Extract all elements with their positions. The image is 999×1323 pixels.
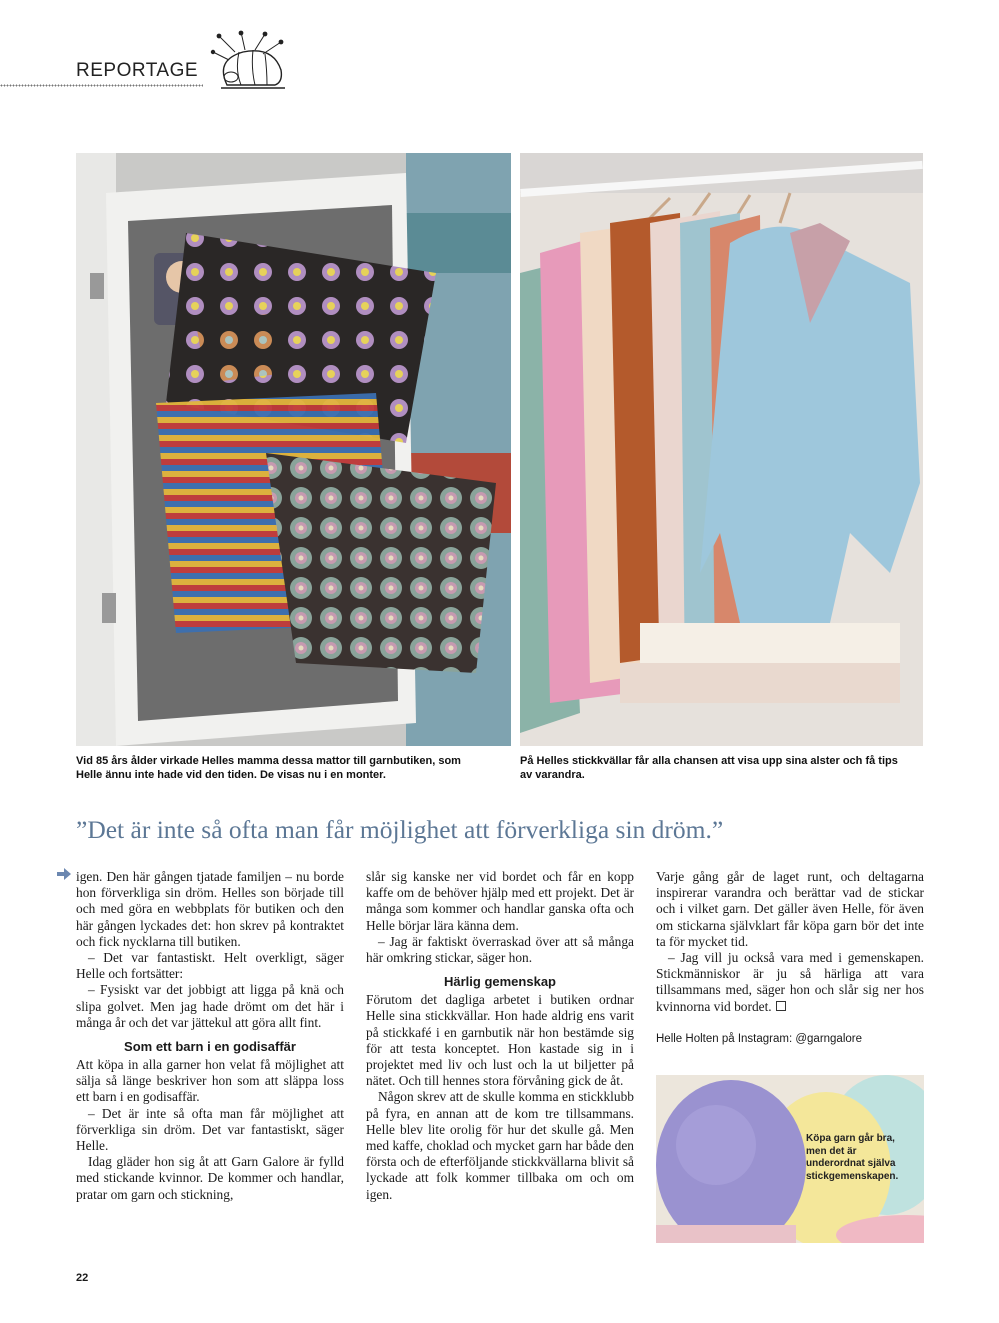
left-photo-caption: Vid 85 års ålder virkade Helles mamma dessa mattor till garnbutiken, som Helle ännu inte hade vid den tiden. De visas nu i en monter. (76, 755, 461, 781)
article-column-2 (366, 869, 634, 1203)
sweaters-photo (520, 153, 923, 746)
article-column-3 (656, 869, 924, 1047)
paragraph: Varje gång går de laget runt, och deltagarna inspirerar varandra och berättar vad de stickar och i vilket garn. Det gäller även Helle, för även om stickarna självklart får köpa garn bör det inte ta för mycket tid. (656, 869, 924, 949)
paragraph: igen. Den här gången tjatade familjen – nu borde hon förverkliga sin dröm. Helles son började till och med göra en webbplats för butiken och den här gången lyckades det: hon skrev på kontraktet och fick nycklarna till butiken. (76, 869, 344, 949)
subheading: Härlig gemenskap (444, 974, 556, 990)
paragraph: slår sig kanske ner vid bordet och får en kopp kaffe om de behöver hjälp med ett projekt. Det är många som kommer och handlar ganska ofta och Helle börjar lära känna dem. (366, 869, 634, 933)
crochet-blankets-photo (76, 153, 511, 746)
continuation-arrow-icon (56, 866, 72, 882)
pull-quote: ”Det är inte så ofta man får möjlighet att förverkliga sin dröm.” (76, 815, 724, 844)
paragraph: Förutom det dagliga arbetet i butiken ordnar Helle sina stickkvällar. Hon hade aldrig ens varit på stickkafé i en garnbutik när hon bestämde sig för att testa konceptet. Hon kastade sig in i projektet med liv och lust och la ut biljetter på nätet. Och till hennes stora förvåning gick de åt. (366, 992, 634, 1089)
pincushion-icon (205, 30, 290, 90)
header-dotted-rule (0, 84, 203, 87)
page-number: 22 (76, 1272, 89, 1284)
paragraph (656, 950, 924, 1015)
paragraph: – Det är inte så ofta man får möjlighet att förverkliga sin dröm. Det var fantastiskt, säger Helle. (76, 1105, 344, 1154)
section-label: REPORTAGE (76, 60, 199, 81)
right-photo-caption: På Helles stickkvällar får alla chansen att visa upp sina alster och få tips av varandra. (520, 755, 898, 781)
end-mark-icon (776, 1001, 786, 1011)
paragraph: Att köpa in alla garner hon velat få möjlighet att sälja så länge beskriver hon som att släppa loss ett barn i en godisaffär. (76, 1057, 344, 1105)
paragraph: Någon skrev att de skulle komma en stickklubb på fyra, en annan att de kom tre tillsammans. Helle blev lite orolig för hur det skulle gå. Men med kaffe, choklad och mycket garn har både den första och de efterföljande stickkvällarna blivit så lyckade att folk kommer tillbaka om och om igen. (366, 1089, 634, 1202)
paragraph-text: – Jag vill ju också vara med i gemenskapen. Stickmänniskor är ju så härliga att vara tillsammans med, säger hon och slår sig ner hos kvinnorna vid bordet. (656, 950, 924, 1014)
yarn-photo-caption: Köpa garn går bra, men det är underordnat själva stickgemenskapen. (806, 1133, 899, 1182)
paragraph: – Fysiskt var det jobbigt att ligga på knä och slipa golvet. Men jag hade drömt om det här i många år och det var jättekul att göra allt fint. (76, 982, 344, 1030)
subheading: Som ett barn i en godisaffär (124, 1039, 296, 1055)
paragraph: Idag gläder hon sig åt att Garn Galore är fylld med stickande kvinnor. De kommer och handlar, pratar om garn och stickning, (76, 1154, 344, 1202)
article-column-1 (76, 869, 344, 1203)
paragraph: – Jag är faktiskt överraskad över att så många här omkring stickar, säger hon. (366, 933, 634, 966)
paragraph: – Det var fantastiskt. Helt overkligt, säger Helle och fortsätter: (76, 950, 344, 982)
instagram-credit: Helle Holten på Instagram: @garngalore (656, 1032, 863, 1045)
